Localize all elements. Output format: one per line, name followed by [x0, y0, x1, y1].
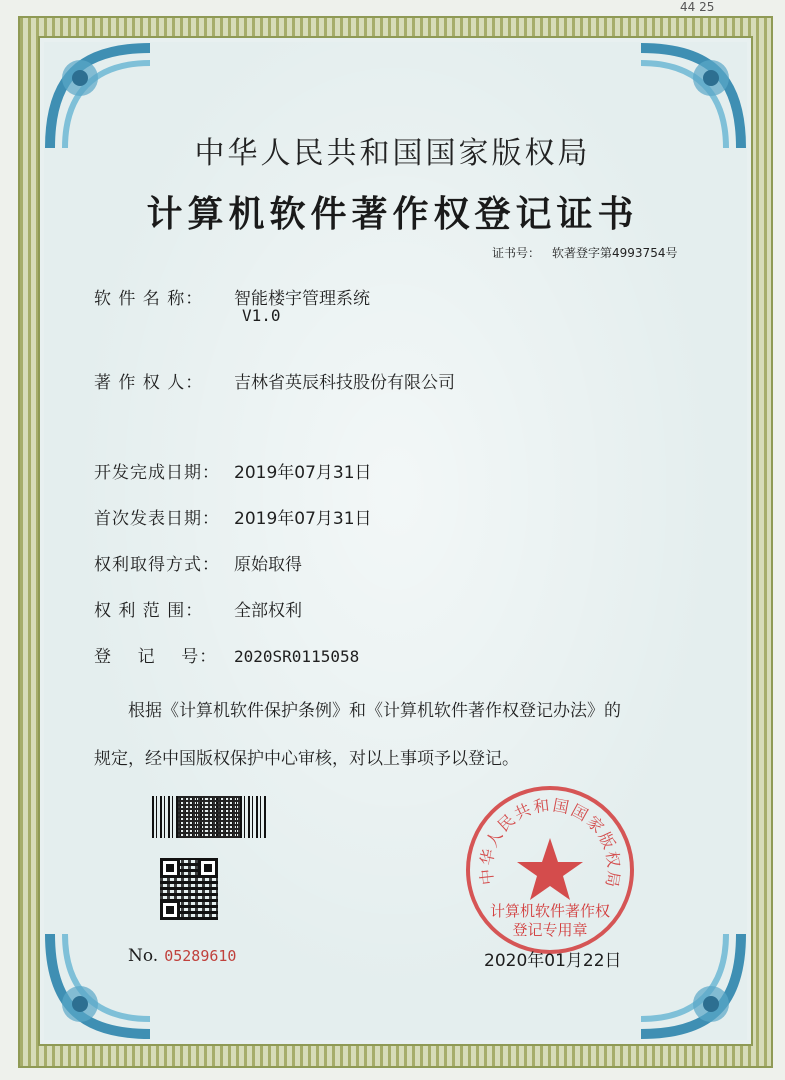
qr-finder-pattern [160, 900, 180, 920]
field-value: 全部权利 [234, 601, 302, 621]
field-value: 吉林省英辰科技股份有限公司 [234, 373, 455, 393]
star-icon [517, 838, 583, 900]
serial-label: No. [128, 946, 159, 966]
statement-line-2: 规定，经中国版权保护中心审核，对以上事项予以登记。 [94, 749, 519, 769]
field-scope [94, 596, 302, 621]
corner-ornament-icon [631, 924, 751, 1044]
field-pub-date [94, 504, 372, 529]
serial-value: 05289610 [164, 947, 237, 965]
statement-line-1: 根据《计算机软件保护条例》和《计算机软件著作权登记办法》的 [128, 701, 621, 721]
software-version: V1.0 [242, 306, 281, 325]
field-acquire-method [94, 550, 302, 575]
barcode [152, 796, 268, 838]
field-reg-no [94, 642, 359, 667]
field-value: 原始取得 [234, 555, 302, 575]
qr-finder-pattern [198, 858, 218, 878]
field-label: 软 件 名 称： [94, 289, 204, 309]
seal-center-line-2: 登记专用章 [512, 921, 588, 939]
field-software-name [94, 284, 370, 309]
official-seal [464, 784, 636, 956]
field-dev-date [94, 458, 372, 483]
field-value: 智能楼宇管理系统 [234, 289, 370, 309]
field-label: 登 记 号： [94, 647, 218, 667]
certificate-number-label: 证书号： [492, 246, 541, 260]
field-label: 权利取得方式： [94, 555, 220, 575]
field-value: 2019年07月31日 [234, 463, 372, 483]
certificate-number [492, 244, 677, 261]
corner-ornament-icon [40, 924, 160, 1044]
certificate-number-value: 软著登字第4993754号 [552, 246, 678, 260]
field-label: 开发完成日期： [94, 463, 220, 483]
issue-date: 2020年01月22日 [484, 951, 622, 971]
certificate-title: 计算机软件著作权登记证书 [146, 193, 639, 235]
field-value: 2020SR0115058 [234, 647, 360, 666]
seal-ring-text: 中华人民共和国国家版权局 [476, 795, 624, 891]
field-label: 首次发表日期： [94, 509, 220, 529]
field-value: 2019年07月31日 [234, 509, 372, 529]
qr-finder-pattern [160, 858, 180, 878]
issuer-title: 中华人民共和国国家版权局 [194, 136, 591, 171]
field-owner [94, 368, 455, 393]
field-label: 权 利 范 围： [94, 601, 204, 621]
qr-code [160, 858, 218, 920]
field-label: 著 作 权 人： [94, 373, 204, 393]
handwritten-note: 44 25 [680, 0, 715, 14]
barcode-pdf417 [178, 796, 240, 838]
seal-center-line-1: 计算机软件著作权 [489, 902, 611, 920]
serial-number [128, 946, 236, 966]
